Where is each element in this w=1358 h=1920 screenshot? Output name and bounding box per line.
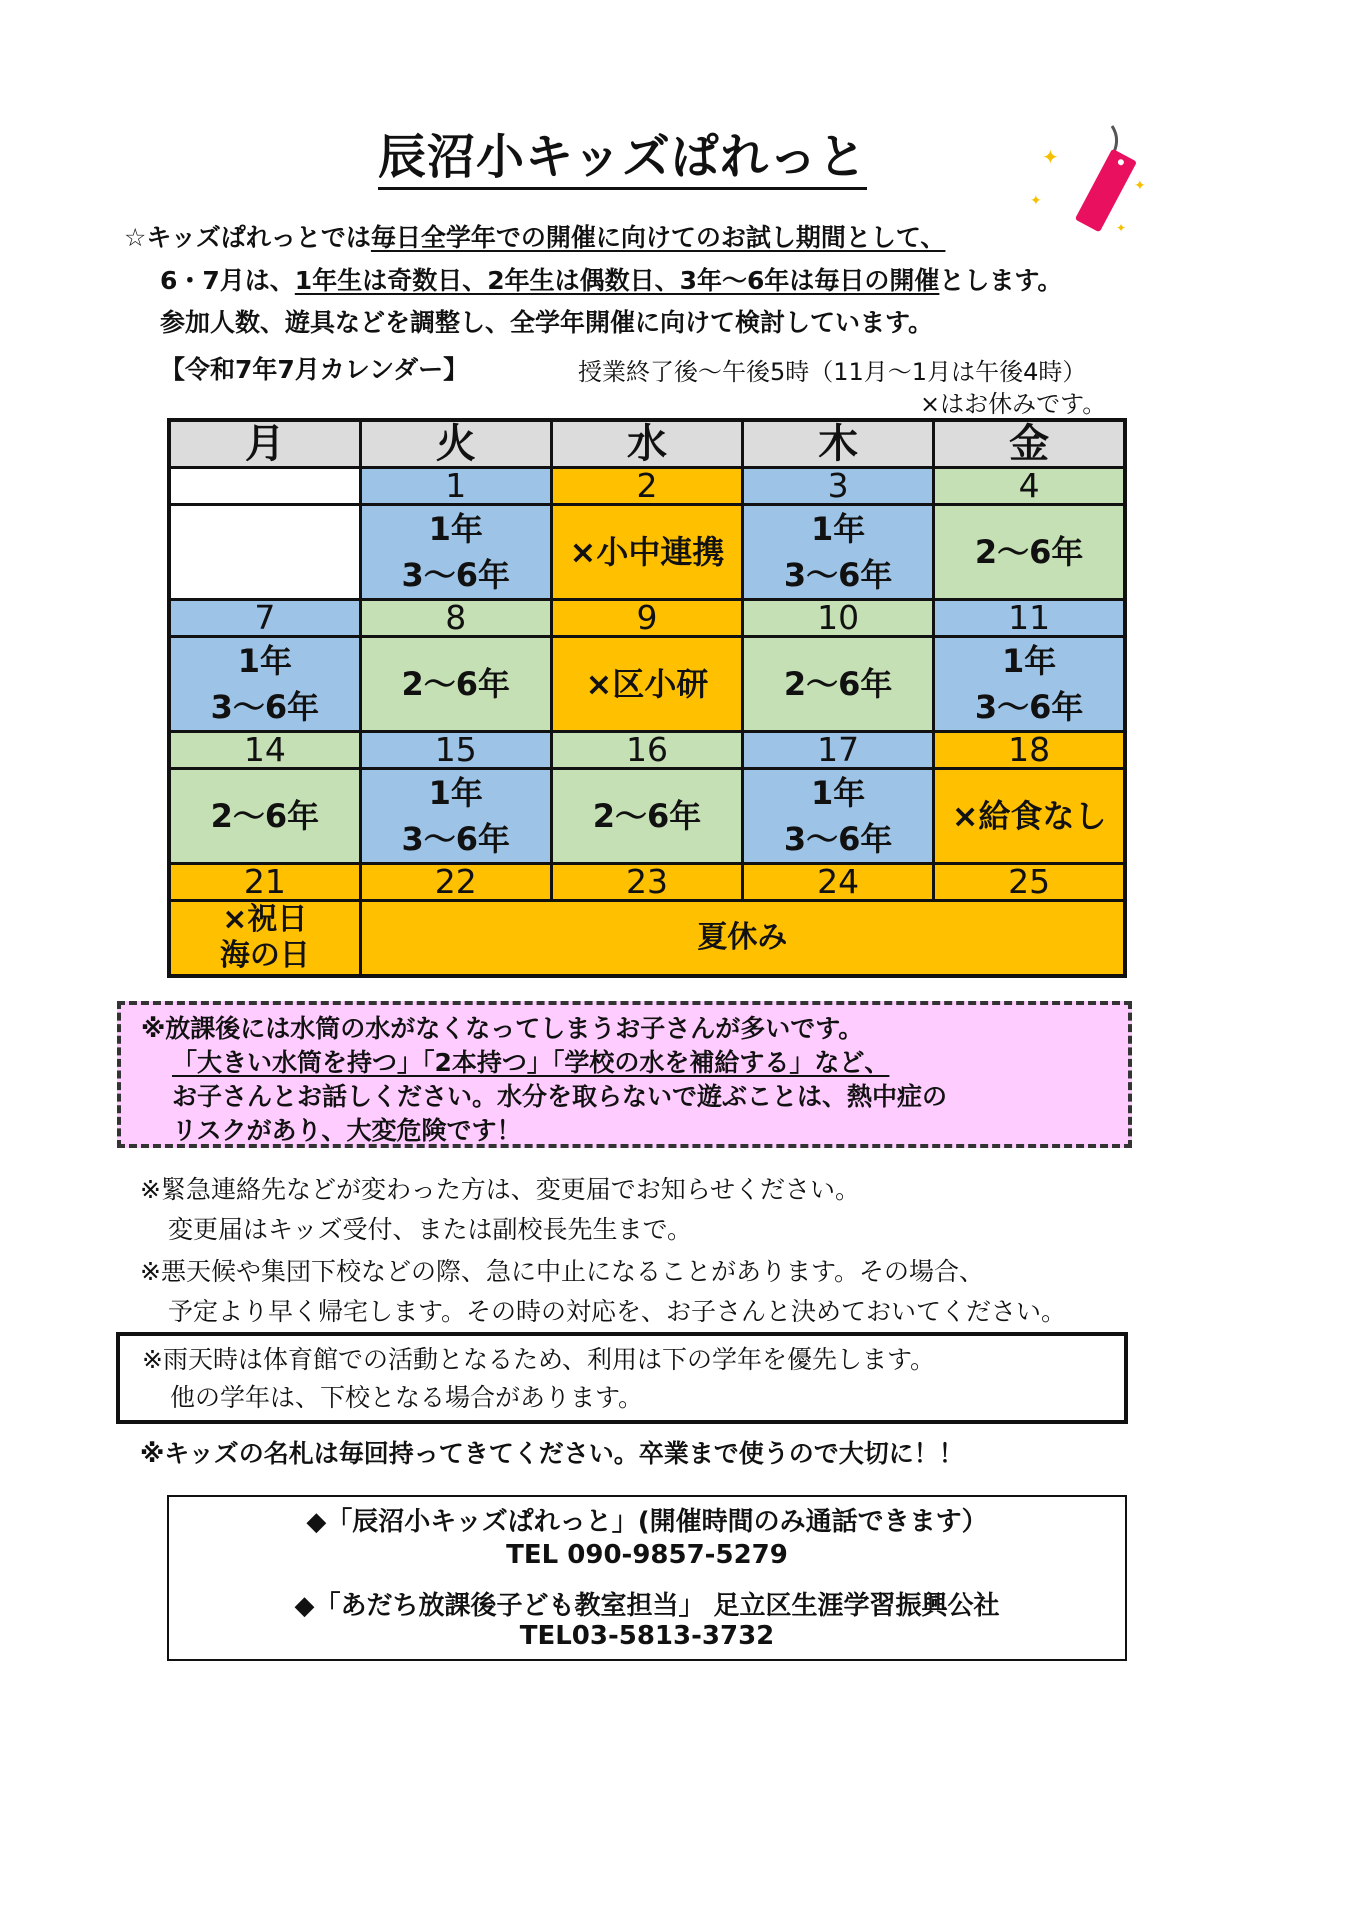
water-note-line-1: ※放課後には水筒の水がなくなってしまうお子さんが多いです。 — [141, 1014, 864, 1043]
week2-date-row — [169, 600, 1125, 637]
day-cell: 2〜6年 — [169, 769, 360, 864]
contact-line-2: ◆「あだち放課後子ども教室担当」 足立区生涯学習振興公社 — [294, 1591, 1000, 1621]
intro-line-2: 6・7月は、1年生は奇数日、2年生は偶数日、3年〜6年は毎日の開催とします。 — [160, 266, 1063, 295]
intro-line-3: 参加人数、遊具などを調整し、全学年開催に向けて検討しています。 — [160, 308, 934, 337]
date-cell: 21 — [169, 864, 360, 901]
calendar-heading: 【令和7年7月カレンダー】 — [160, 355, 469, 384]
date-cell: 7 — [169, 600, 360, 637]
week1-body-row — [169, 505, 1125, 600]
rain-note-line-1: ※雨天時は体育館での活動となるため、利用は下の学年を優先します。 — [142, 1345, 935, 1374]
holiday-cell: ×祝日 海の日 — [169, 901, 360, 977]
star-icon: ✦ — [1042, 145, 1059, 169]
tanzaku-icon — [1030, 120, 1150, 245]
day-cell: 1年 3〜6年 — [743, 505, 934, 600]
day-cell: 2〜6年 — [743, 637, 934, 732]
water-bottle-notice — [117, 1001, 1132, 1148]
day-cell: ×区小研 — [551, 637, 742, 732]
page-title: 辰沼小キッズぱれっと — [0, 118, 1245, 187]
day-cell — [169, 505, 360, 600]
week2-body-row — [169, 637, 1125, 732]
week3-date-row — [169, 732, 1125, 769]
contact-box — [167, 1495, 1127, 1661]
day-cell: 1年 3〜6年 — [360, 505, 551, 600]
rain-note-line-2: 他の学年は、下校となる場合があります。 — [170, 1383, 644, 1412]
weekday-thu: 木 — [743, 420, 934, 468]
calendar-table — [167, 418, 1127, 978]
weekday-mon: 月 — [169, 420, 360, 468]
star-icon: ✦ — [1134, 178, 1146, 194]
day-cell: 1年 3〜6年 — [743, 769, 934, 864]
calendar — [167, 418, 1127, 976]
date-cell: 2 — [551, 468, 742, 505]
date-cell: 10 — [743, 600, 934, 637]
week4-body-row — [169, 901, 1125, 977]
weekday-wed: 水 — [551, 420, 742, 468]
date-cell: 17 — [743, 732, 934, 769]
date-cell: 3 — [743, 468, 934, 505]
day-cell: 2〜6年 — [551, 769, 742, 864]
date-cell: 24 — [743, 864, 934, 901]
weather-note-line-1: ※悪天候や集団下校などの際、急に中止になることがあります。その場合、 — [140, 1257, 984, 1286]
water-note-line-2: 「大きい水筒を持つ」「2本持つ」「学校の水を補給する」など、 — [172, 1048, 890, 1077]
day-cell: 2〜6年 — [360, 637, 551, 732]
water-note-line-3: お子さんとお話しください。水分を取らないで遊ぶことは、熱中症の — [172, 1082, 948, 1111]
contact-line-1: ◆「辰沼小キッズぱれっと」(開催時間のみ通話できます） — [306, 1507, 988, 1537]
weather-note-line-2: 予定より早く帰宅します。その時の対応を、お子さんと決めておいてください。 — [168, 1297, 1067, 1326]
emergency-note-line-2: 変更届はキッズ受付、または副校長先生まで。 — [168, 1215, 693, 1244]
water-note-line-4: リスクがあり、大変危険です！ — [172, 1116, 522, 1145]
date-cell: 18 — [934, 732, 1125, 769]
date-cell: 22 — [360, 864, 551, 901]
day-cell: 1年 3〜6年 — [169, 637, 360, 732]
intro-line-1: ☆キッズぱれっとでは毎日全学年での開催に向けてのお試し期間として、 — [124, 223, 946, 252]
weekday-header-row — [169, 420, 1125, 468]
contact-phone-1: TEL 090-9857-5279 — [506, 1540, 788, 1570]
date-cell: 14 — [169, 732, 360, 769]
nametag-note: ※キッズの名札は毎回持ってきてください。卒業まで使うので大切に！！ — [140, 1439, 964, 1468]
day-cell: ×小中連携 — [551, 505, 742, 600]
rain-notice-box — [116, 1332, 1128, 1424]
date-cell: 1 — [360, 468, 551, 505]
summer-vacation-cell: 夏休み — [360, 901, 1125, 977]
paper-strip-icon — [1075, 149, 1137, 233]
star-icon: ✦ — [1030, 193, 1042, 209]
date-cell: 23 — [551, 864, 742, 901]
day-cell: 1年 3〜6年 — [934, 637, 1125, 732]
date-cell: 15 — [360, 732, 551, 769]
date-cell: 4 — [934, 468, 1125, 505]
date-cell: 16 — [551, 732, 742, 769]
week3-body-row — [169, 769, 1125, 864]
day-cell: ×給食なし — [934, 769, 1125, 864]
closed-legend: ×はお休みです。 — [920, 390, 1107, 418]
day-cell: 1年 3〜6年 — [360, 769, 551, 864]
emergency-note-line-1: ※緊急連絡先などが変わった方は、変更届でお知らせください。 — [140, 1175, 860, 1204]
contact-phone-2: TEL03-5813-3732 — [519, 1621, 775, 1651]
weekday-tue: 火 — [360, 420, 551, 468]
star-icon: ✦ — [1116, 221, 1127, 235]
week4-date-row — [169, 864, 1125, 901]
week1-date-row — [169, 468, 1125, 505]
date-cell: 25 — [934, 864, 1125, 901]
date-cell: 8 — [360, 600, 551, 637]
date-cell: 11 — [934, 600, 1125, 637]
day-cell: 2〜6年 — [934, 505, 1125, 600]
string-icon — [1112, 126, 1117, 152]
weekday-fri: 金 — [934, 420, 1125, 468]
date-cell: 9 — [551, 600, 742, 637]
hours-text: 授業終了後〜午後5時（11月〜1月は午後4時） — [578, 358, 1087, 386]
date-cell — [169, 468, 360, 505]
